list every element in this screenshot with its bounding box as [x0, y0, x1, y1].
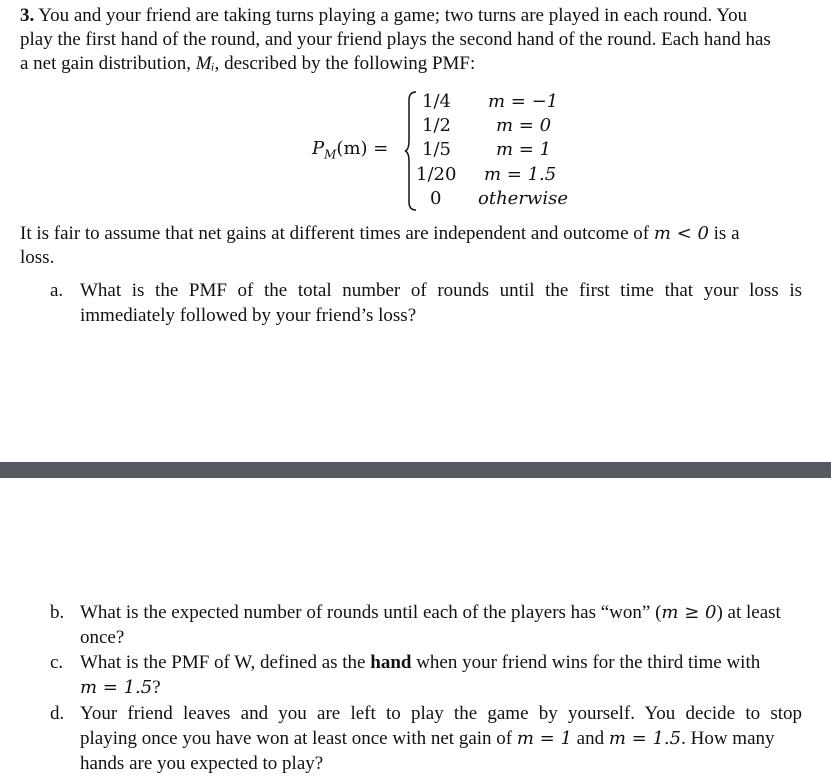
question-c-math: m = 1.5	[80, 677, 153, 698]
question-d-text-mid: and	[571, 728, 609, 749]
pmf-cond-1: m = −1	[488, 91, 559, 112]
question-c-line-2	[80, 675, 161, 700]
question-d-line-3: hands are you expected to play?	[80, 753, 324, 774]
question-d-label: d.	[50, 703, 65, 724]
pmf-prob-3: 1/5	[422, 139, 451, 160]
intro-text-1: You and your friend are taking turns playing a game; two turns are played in each round. You	[38, 5, 748, 26]
pmf-cond-5: otherwise	[478, 188, 568, 209]
left-brace-icon	[404, 90, 418, 212]
pmf-lhs	[312, 138, 388, 162]
assumption-text-post: is a	[708, 223, 740, 244]
question-a-label: a.	[50, 280, 64, 301]
problem-number: 3.	[20, 5, 35, 26]
assumption-text-pre: It is fair to assume that net gains at different times are independent and outcome of	[20, 223, 654, 244]
pmf-prob-1: 1/4	[422, 91, 451, 112]
pmf-prob-4: 1/20	[416, 164, 457, 185]
page-divider	[0, 462, 831, 478]
pmf-definition	[312, 90, 612, 212]
intro-variable: Mᵢ	[195, 53, 215, 74]
pmf-lhs-sub: M	[324, 147, 337, 162]
pmf-cond-4: m = 1.5	[484, 164, 557, 185]
intro-text-2: play the first hand of the round, and your friend plays the second hand of the round. Each hand has	[20, 29, 771, 50]
question-d-line-1: Your friend leaves and you are left to play the game by yourself. You decide to stop	[80, 703, 802, 724]
question-d-text-post: . How many	[681, 728, 775, 749]
question-c-text-pre: What is the PMF of W, defined as the	[80, 652, 371, 673]
intro-text-3-post: , described by the following PMF:	[214, 53, 476, 74]
assumption-line-1	[20, 222, 740, 246]
pmf-cond-2: m = 0	[496, 115, 552, 136]
pmf-prob-2: 1/2	[422, 115, 451, 136]
pmf-prob-5: 0	[430, 188, 442, 209]
intro-line-2	[20, 28, 771, 52]
question-d-math-2: m = 1.5	[608, 728, 682, 749]
question-a-line-1: What is the PMF of the total number of rounds until the first time that your loss is	[80, 280, 802, 301]
question-a-line-2: immediately followed by your friend’s loss?	[80, 305, 417, 326]
question-b-math: m ≥ 0	[661, 602, 717, 623]
pmf-lhs-p: P	[312, 138, 325, 159]
question-c-line-1	[80, 650, 760, 675]
question-c-label: c.	[50, 652, 64, 673]
assumption-math: m < 0	[653, 223, 709, 244]
intro-line-3	[20, 52, 475, 76]
question-b-text-post: ) at least	[716, 602, 781, 623]
question-c-bold: hand	[370, 652, 412, 673]
intro-line-1	[20, 4, 747, 28]
question-c-text-post: when your friend wins for the third time with	[411, 652, 761, 673]
assumption-line-2	[20, 246, 54, 270]
question-d-text-pre: playing once you have won at least once with net gain of	[80, 728, 517, 749]
question-b-label: b.	[50, 602, 65, 623]
assumption-text-2: loss.	[20, 247, 55, 268]
question-b-line-1	[80, 600, 781, 625]
question-b-text-pre: What is the expected number of rounds until each of the players has “won” (	[80, 602, 662, 623]
question-c-text-2-post: ?	[152, 677, 161, 698]
pmf-lhs-arg: (m) =	[336, 138, 389, 159]
pmf-cond-3: m = 1	[496, 139, 552, 160]
intro-text-3-pre: a net gain distribution,	[20, 53, 196, 74]
question-d-line-2	[80, 726, 775, 751]
question-d-math-1: m = 1	[516, 728, 572, 749]
question-b-line-2: once?	[80, 627, 125, 648]
